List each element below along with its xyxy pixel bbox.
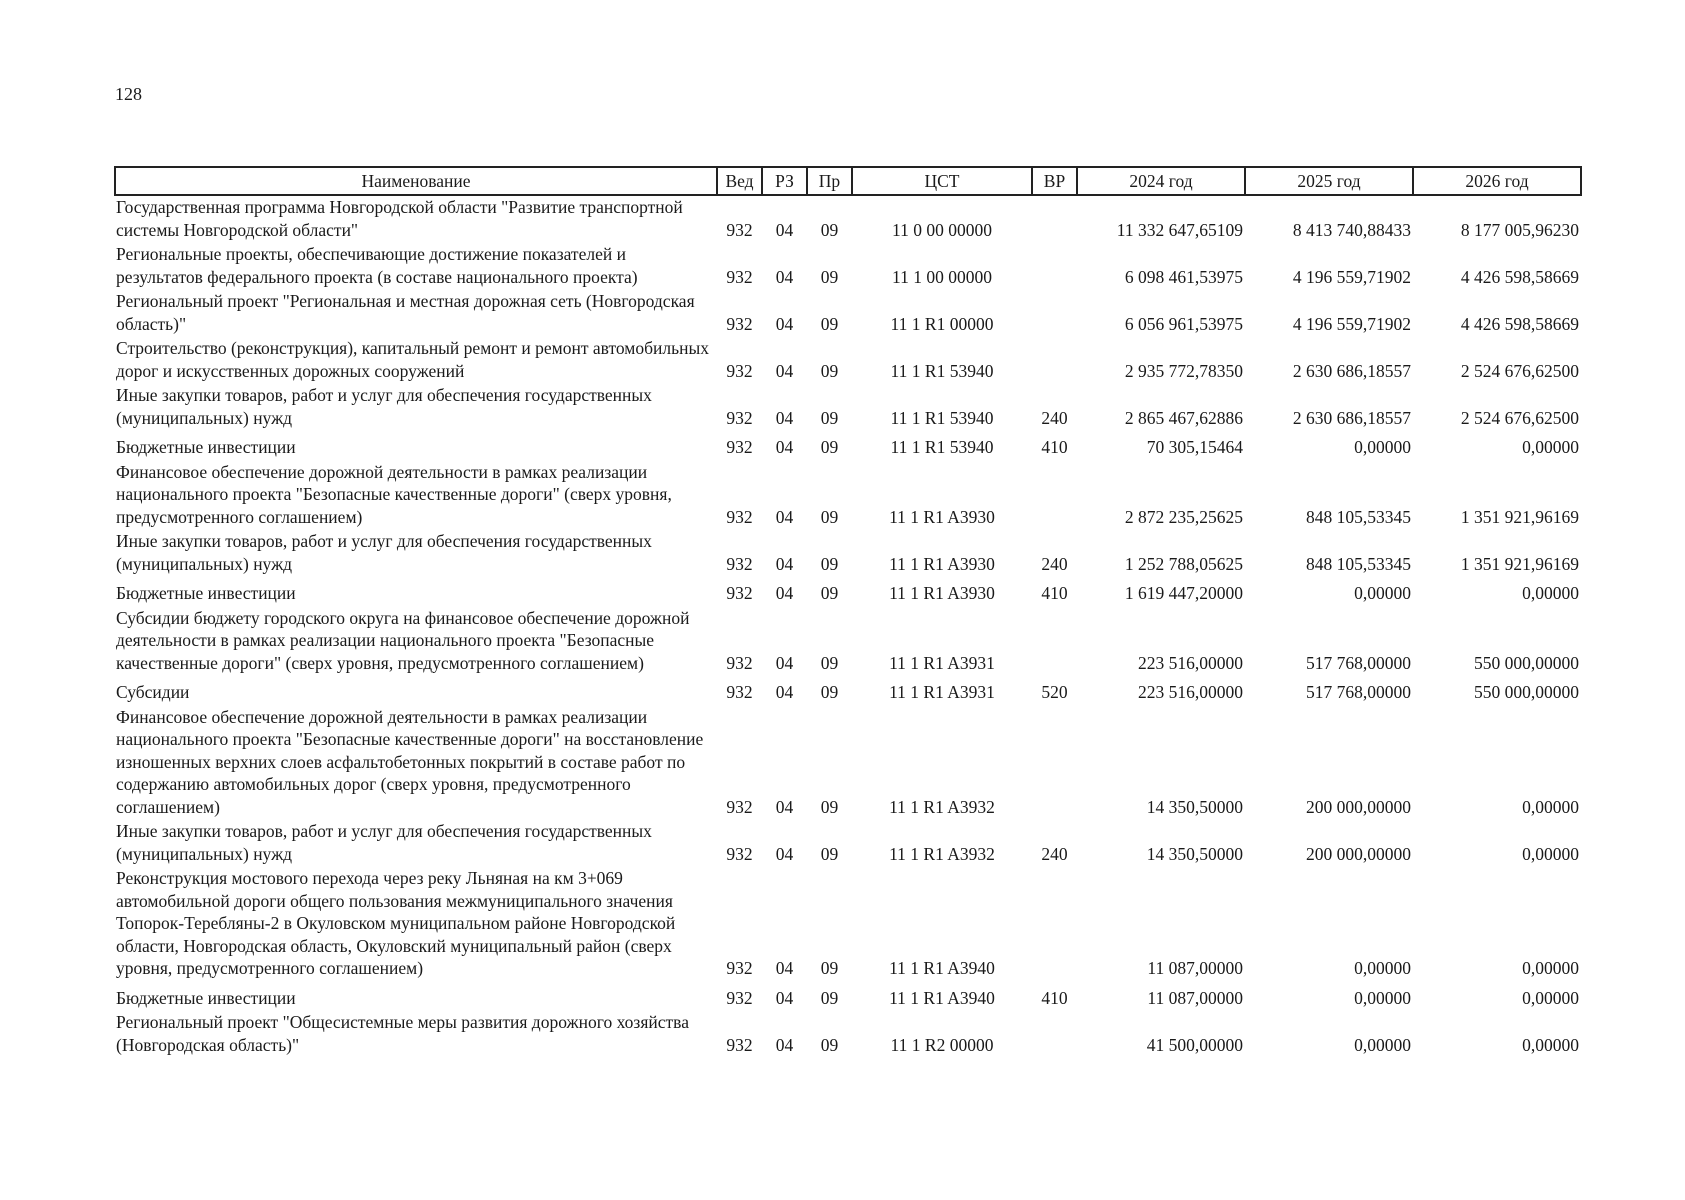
cell-ved: 932 xyxy=(726,360,753,381)
header-ved: Вед xyxy=(717,167,762,195)
cell-vr xyxy=(1032,337,1077,384)
cell-vr: 240 xyxy=(1041,553,1068,574)
cell-rz: 04 xyxy=(775,796,794,817)
cell-y2025: 0,00000 xyxy=(1354,437,1411,457)
cell-y2024: 223 516,00000 xyxy=(1138,652,1243,673)
cell-y2024: 6 056 961,53975 xyxy=(1124,313,1243,334)
cell-rz: 04 xyxy=(775,266,794,287)
cell-rz: 04 xyxy=(775,987,794,1008)
cell-rz: 04 xyxy=(775,583,794,603)
cell-y2026: 0,00000 xyxy=(1522,958,1579,978)
cell-vr: 410 xyxy=(1041,437,1068,457)
cell-ved: 932 xyxy=(726,958,753,978)
table-row xyxy=(115,243,1581,290)
cell-cst: 11 1 R1 A3940 xyxy=(889,987,995,1008)
cell-name: Иные закупки товаров, работ и услуг для обеспечения государственных (муниципальных) нужд xyxy=(116,385,652,428)
header-pr: Пр xyxy=(807,167,852,195)
header-cst: ЦСТ xyxy=(852,167,1032,195)
cell-y2024: 1 252 788,05625 xyxy=(1124,553,1243,574)
header-2025: 2025 год xyxy=(1245,167,1413,195)
cell-rz: 04 xyxy=(775,843,794,864)
cell-y2025: 200 000,00000 xyxy=(1306,843,1411,864)
cell-y2024: 14 350,50000 xyxy=(1146,843,1243,864)
cell-name: Строительство (реконструкция), капитальный ремонт и ремонт автомобильных дорог и искусственных дорожных сооружений xyxy=(116,338,709,381)
cell-y2026: 0,00000 xyxy=(1522,583,1579,603)
table-row xyxy=(115,982,1581,1012)
cell-y2024: 2 872 235,25625 xyxy=(1124,506,1243,527)
cell-vr xyxy=(1032,706,1077,821)
cell-y2026: 0,00000 xyxy=(1522,437,1579,457)
cell-rz: 04 xyxy=(775,360,794,381)
cell-cst: 11 1 R1 A3930 xyxy=(889,506,995,527)
header-2024: 2024 год xyxy=(1077,167,1245,195)
cell-pr: 09 xyxy=(820,437,839,457)
cell-cst: 11 1 R1 A3932 xyxy=(889,843,995,864)
cell-vr xyxy=(1032,1011,1077,1058)
cell-y2025: 4 196 559,71902 xyxy=(1292,266,1411,287)
budget-table xyxy=(114,166,1582,1058)
cell-pr: 09 xyxy=(820,553,839,574)
cell-vr xyxy=(1032,461,1077,531)
cell-y2024: 14 350,50000 xyxy=(1146,796,1243,817)
cell-cst: 11 1 R2 00000 xyxy=(890,1034,994,1055)
cell-rz: 04 xyxy=(775,219,794,240)
cell-pr: 09 xyxy=(820,407,839,428)
cell-ved: 932 xyxy=(726,266,753,287)
cell-rz: 04 xyxy=(775,958,794,978)
cell-cst: 11 1 R1 A3931 xyxy=(889,652,995,673)
cell-vr xyxy=(1032,290,1077,337)
table-row xyxy=(115,1011,1581,1058)
cell-rz: 04 xyxy=(775,313,794,334)
header-2026: 2026 год xyxy=(1413,167,1581,195)
table-row xyxy=(115,577,1581,607)
table-body xyxy=(115,195,1581,1058)
cell-pr: 09 xyxy=(820,796,839,817)
table-header-row xyxy=(115,167,1581,195)
cell-y2025: 2 630 686,18557 xyxy=(1292,407,1411,428)
cell-cst: 11 1 R1 00000 xyxy=(890,313,994,334)
cell-y2024: 2 865 467,62886 xyxy=(1124,407,1243,428)
cell-y2025: 2 630 686,18557 xyxy=(1292,360,1411,381)
cell-pr: 09 xyxy=(820,843,839,864)
cell-y2026: 1 351 921,96169 xyxy=(1460,506,1579,527)
cell-ved: 932 xyxy=(726,553,753,574)
cell-ved: 932 xyxy=(726,682,753,702)
cell-name: Бюджетные инвестиции xyxy=(116,583,296,603)
table-row xyxy=(115,607,1581,677)
cell-cst: 11 1 R1 A3930 xyxy=(889,583,995,603)
cell-vr: 410 xyxy=(1041,987,1068,1008)
cell-y2025: 200 000,00000 xyxy=(1306,796,1411,817)
cell-cst: 11 1 R1 53940 xyxy=(890,407,994,428)
cell-cst: 11 1 R1 A3932 xyxy=(889,796,995,817)
cell-vr: 520 xyxy=(1041,682,1068,702)
cell-y2024: 70 305,15464 xyxy=(1146,437,1243,457)
table-row xyxy=(115,290,1581,337)
cell-y2026: 0,00000 xyxy=(1522,987,1579,1008)
cell-y2025: 0,00000 xyxy=(1354,1034,1411,1055)
cell-y2025: 517 768,00000 xyxy=(1306,652,1411,673)
cell-name: Бюджетные инвестиции xyxy=(116,437,296,457)
table-row xyxy=(115,820,1581,867)
cell-y2026: 1 351 921,96169 xyxy=(1460,553,1579,574)
cell-pr: 09 xyxy=(820,583,839,603)
table-row xyxy=(115,461,1581,531)
cell-rz: 04 xyxy=(775,407,794,428)
cell-pr: 09 xyxy=(820,652,839,673)
cell-y2025: 848 105,53345 xyxy=(1306,553,1411,574)
cell-y2026: 550 000,00000 xyxy=(1474,652,1579,673)
cell-rz: 04 xyxy=(775,652,794,673)
table-row xyxy=(115,676,1581,706)
cell-y2024: 11 087,00000 xyxy=(1147,958,1243,978)
cell-vr xyxy=(1032,195,1077,243)
cell-vr xyxy=(1032,607,1077,677)
cell-y2026: 2 524 676,62500 xyxy=(1460,360,1579,381)
table-row xyxy=(115,384,1581,431)
cell-y2026: 0,00000 xyxy=(1522,843,1579,864)
table-row xyxy=(115,195,1581,243)
cell-y2024: 6 098 461,53975 xyxy=(1124,266,1243,287)
cell-y2026: 550 000,00000 xyxy=(1474,682,1579,702)
cell-vr: 240 xyxy=(1041,407,1068,428)
cell-name: Бюджетные инвестиции xyxy=(116,987,296,1008)
cell-vr xyxy=(1032,867,1077,982)
cell-pr: 09 xyxy=(820,682,839,702)
cell-vr: 240 xyxy=(1041,843,1068,864)
cell-pr: 09 xyxy=(820,987,839,1008)
cell-rz: 04 xyxy=(775,553,794,574)
cell-pr: 09 xyxy=(820,958,839,978)
cell-pr: 09 xyxy=(820,360,839,381)
cell-y2026: 8 177 005,96230 xyxy=(1460,219,1579,240)
cell-vr xyxy=(1032,243,1077,290)
cell-ved: 932 xyxy=(726,313,753,334)
cell-ved: 932 xyxy=(726,796,753,817)
cell-ved: 932 xyxy=(726,1034,753,1055)
cell-name: Государственная программа Новгородской области "Развитие транспортной системы Новгородской области" xyxy=(116,197,683,240)
cell-y2026: 2 524 676,62500 xyxy=(1460,407,1579,428)
cell-cst: 11 1 R1 A3940 xyxy=(889,958,995,978)
cell-cst: 11 1 R1 A3930 xyxy=(889,553,995,574)
cell-rz: 04 xyxy=(775,437,794,457)
cell-name: Субсидии бюджету городского округа на финансовое обеспечение дорожной деятельности в рамках реализации национального проекта "Безопасные качественные дороги" (сверх уровня, предусмотренного соглашением) xyxy=(116,607,690,673)
cell-pr: 09 xyxy=(820,1034,839,1055)
cell-y2025: 0,00000 xyxy=(1354,583,1411,603)
cell-y2026: 0,00000 xyxy=(1522,796,1579,817)
cell-vr: 410 xyxy=(1041,583,1068,603)
cell-pr: 09 xyxy=(820,219,839,240)
cell-y2024: 41 500,00000 xyxy=(1146,1034,1243,1055)
cell-pr: 09 xyxy=(820,313,839,334)
cell-y2024: 1 619 447,20000 xyxy=(1124,583,1243,603)
cell-y2024: 11 087,00000 xyxy=(1147,987,1243,1008)
cell-pr: 09 xyxy=(820,266,839,287)
cell-ved: 932 xyxy=(726,843,753,864)
table-row xyxy=(115,530,1581,577)
cell-name: Реконструкция мостового перехода через реку Льняная на км 3+069 автомобильной дороги общего пользования межмуниципального значения Топорок-Теребляны-2 в Окуловском муниципальном районе Новгородской области, Новгородская область, Окуловский муниципальный район (сверх уровня, предусмотренного соглашением) xyxy=(116,868,676,978)
header-rz: РЗ xyxy=(762,167,807,195)
cell-y2026: 4 426 598,58669 xyxy=(1460,266,1579,287)
cell-name: Региональный проект "Региональная и местная дорожная сеть (Новгородская область)" xyxy=(116,291,695,334)
cell-cst: 11 1 R1 53940 xyxy=(890,437,994,457)
cell-y2026: 4 426 598,58669 xyxy=(1460,313,1579,334)
cell-y2025: 0,00000 xyxy=(1354,987,1411,1008)
cell-name: Финансовое обеспечение дорожной деятельности в рамках реализации национального проекта "Безопасные качественные дороги" на восстановление изношенных верхних слоев асфальтобетонных покрытий в составе работ по содержанию автомобильных дорог (сверх уровня, предусмотренного соглашением) xyxy=(116,706,704,817)
header-name: Наименование xyxy=(115,167,717,195)
cell-ved: 932 xyxy=(726,506,753,527)
page-number: 128 xyxy=(115,84,142,104)
cell-cst: 11 1 R1 A3931 xyxy=(889,682,995,702)
table-row xyxy=(115,337,1581,384)
table-row xyxy=(115,706,1581,821)
table-row xyxy=(115,431,1581,461)
header-vr: ВР xyxy=(1032,167,1077,195)
cell-name: Иные закупки товаров, работ и услуг для обеспечения государственных (муниципальных) нужд xyxy=(116,821,652,864)
cell-y2025: 848 105,53345 xyxy=(1306,506,1411,527)
table-row xyxy=(115,867,1581,982)
cell-y2024: 11 332 647,65109 xyxy=(1116,219,1243,240)
cell-y2026: 0,00000 xyxy=(1522,1034,1579,1055)
cell-rz: 04 xyxy=(775,506,794,527)
cell-ved: 932 xyxy=(726,407,753,428)
cell-name: Региональный проект "Общесистемные меры развития дорожного хозяйства (Новгородская область)" xyxy=(116,1012,689,1055)
cell-y2025: 8 413 740,88433 xyxy=(1292,219,1411,240)
cell-name: Субсидии xyxy=(116,682,190,702)
cell-name: Финансовое обеспечение дорожной деятельности в рамках реализации национального проекта "Безопасные качественные дороги" (сверх уровня, предусмотренного соглашением) xyxy=(116,461,672,527)
cell-ved: 932 xyxy=(726,583,753,603)
cell-rz: 04 xyxy=(775,1034,794,1055)
cell-cst: 11 0 00 00000 xyxy=(892,219,992,240)
cell-ved: 932 xyxy=(726,437,753,457)
cell-pr: 09 xyxy=(820,506,839,527)
cell-y2025: 4 196 559,71902 xyxy=(1292,313,1411,334)
cell-y2025: 0,00000 xyxy=(1354,958,1411,978)
cell-cst: 11 1 00 00000 xyxy=(892,266,992,287)
cell-y2024: 2 935 772,78350 xyxy=(1124,360,1243,381)
cell-ved: 932 xyxy=(726,652,753,673)
cell-rz: 04 xyxy=(775,682,794,702)
cell-name: Региональные проекты, обеспечивающие достижение показателей и результатов федерального проекта (в составе национального проекта) xyxy=(116,244,638,287)
cell-ved: 932 xyxy=(726,987,753,1008)
cell-cst: 11 1 R1 53940 xyxy=(890,360,994,381)
cell-ved: 932 xyxy=(726,219,753,240)
cell-name: Иные закупки товаров, работ и услуг для обеспечения государственных (муниципальных) нужд xyxy=(116,531,652,574)
cell-y2025: 517 768,00000 xyxy=(1306,682,1411,702)
cell-y2024: 223 516,00000 xyxy=(1138,682,1243,702)
